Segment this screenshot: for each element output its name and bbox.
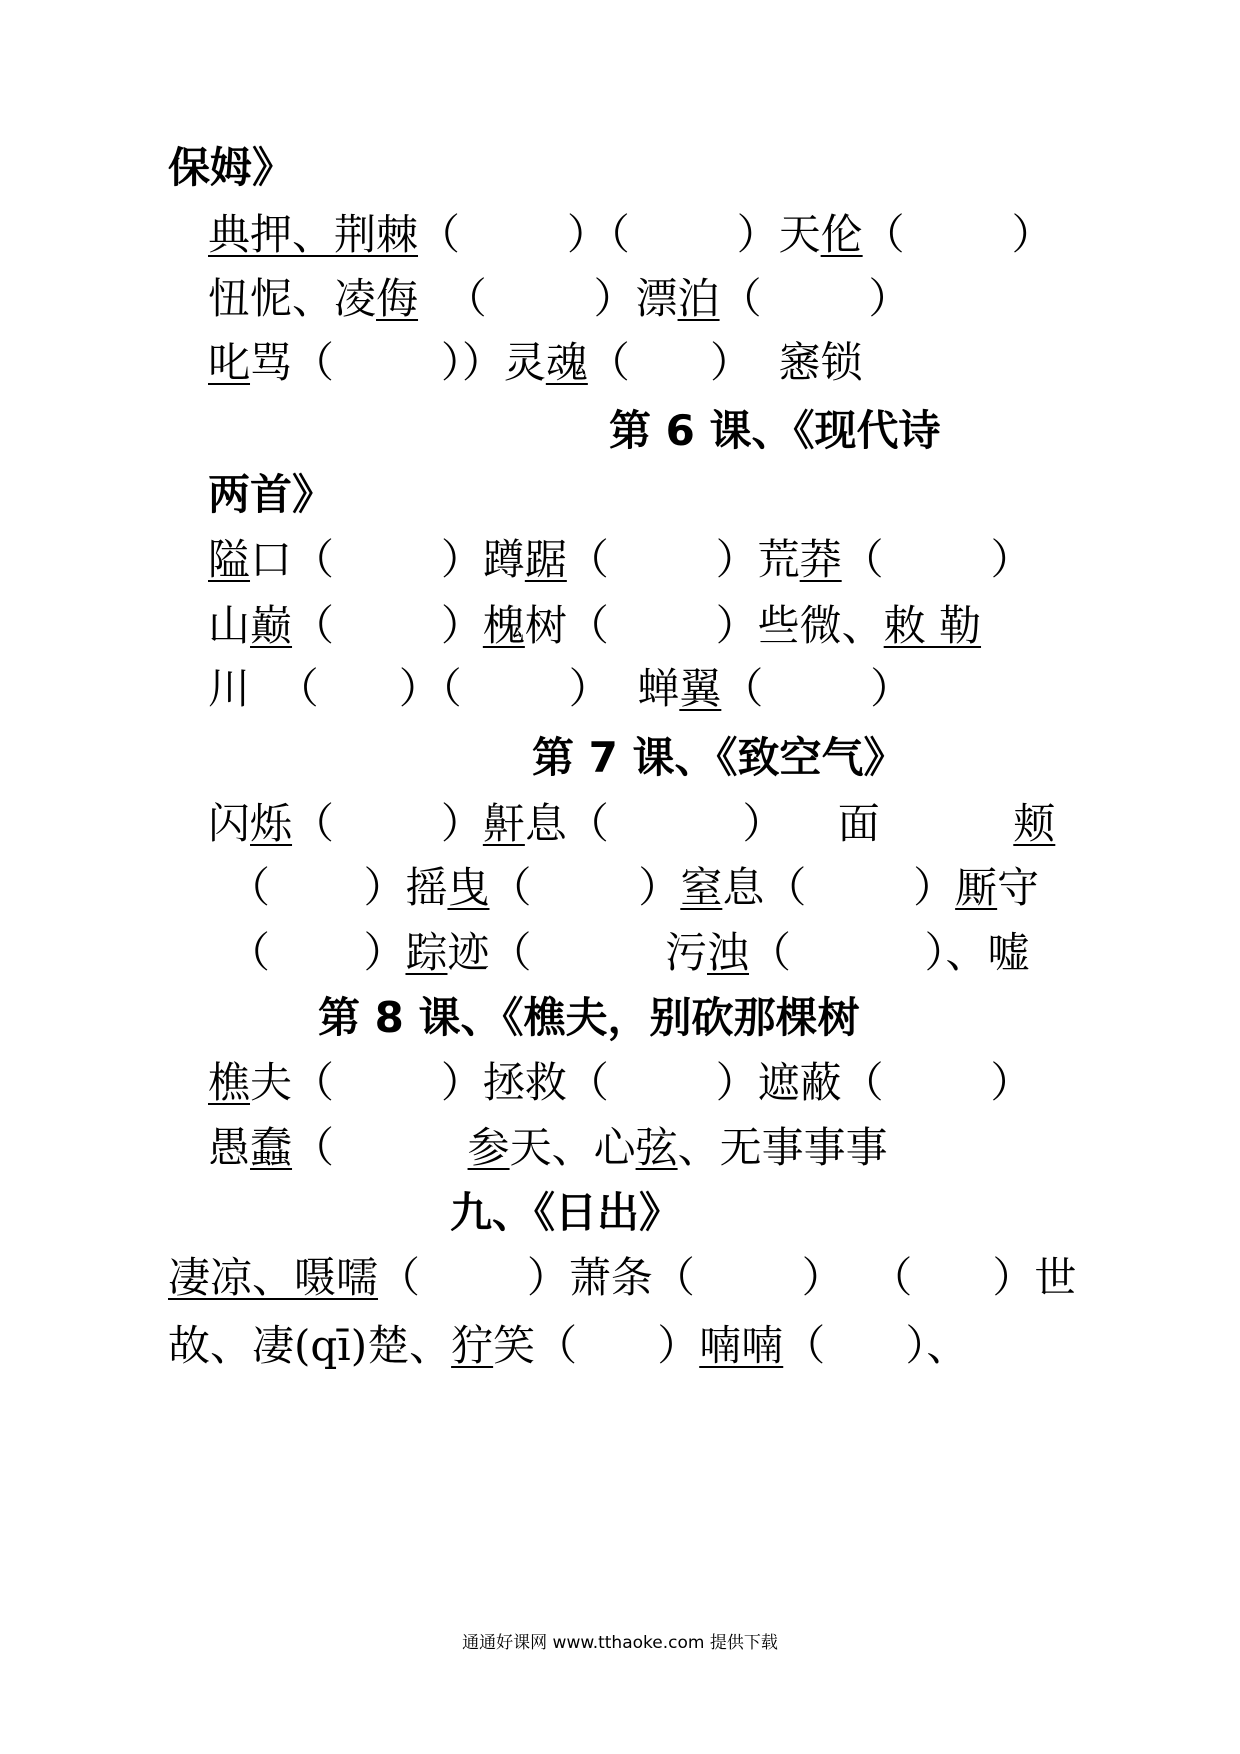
text-segment: （ ） bbox=[228, 928, 406, 977]
text-segment: （ bbox=[292, 1123, 468, 1172]
text-segment: （ ） bbox=[862, 210, 1054, 259]
underlined-word: 浊 bbox=[707, 928, 750, 977]
underlined-word: 伦 bbox=[820, 210, 863, 259]
text-segment: （ ） bbox=[292, 601, 483, 650]
underlined-word: 典押、荆棘 bbox=[208, 210, 419, 259]
vocab-line bbox=[208, 335, 863, 391]
text-segment: 山 bbox=[208, 601, 251, 650]
underlined-word: 颊 bbox=[1013, 799, 1056, 848]
vocab-line bbox=[208, 1055, 1032, 1111]
underlined-word: 参 bbox=[467, 1123, 510, 1172]
underlined-word: 踞 bbox=[524, 535, 567, 584]
text-segment: 息（ ） 面 bbox=[524, 799, 1014, 848]
text-segment: 两首》 bbox=[208, 470, 335, 519]
text-segment: 第 7 课、《致空气》 bbox=[532, 733, 906, 782]
text-segment: 保姆》 bbox=[168, 143, 295, 192]
underlined-word: 樵 bbox=[208, 1058, 251, 1107]
text-segment: （ ）荒 bbox=[566, 535, 800, 584]
text-segment: 息（ ） bbox=[722, 863, 956, 912]
lesson8-heading bbox=[318, 990, 859, 1046]
text-segment: 川 （ ）（ ） 蝉 bbox=[208, 664, 680, 713]
vocab-line bbox=[168, 1250, 1076, 1306]
underlined-word: 狞 bbox=[451, 1321, 494, 1370]
text-segment: （ ）萧条（ ） （ ）世 bbox=[378, 1253, 1077, 1302]
underlined-word: 窒 bbox=[680, 863, 723, 912]
underlined-word: 隘 bbox=[208, 535, 251, 584]
underlined-word: 巅 bbox=[250, 601, 293, 650]
text-segment: （ ）摇 bbox=[228, 863, 448, 912]
underlined-word: 叱 bbox=[208, 338, 251, 387]
underlined-word: 厮 bbox=[955, 863, 998, 912]
text-segment: 第 6 课、《现代诗 bbox=[609, 406, 941, 455]
lesson6-heading-tail bbox=[208, 467, 334, 523]
text-segment: 忸怩、凌 bbox=[208, 274, 377, 323]
lesson7-heading bbox=[532, 730, 905, 786]
text-segment: 树（ ）些微、 bbox=[524, 601, 884, 650]
text-segment: 迹（ 污 bbox=[447, 928, 707, 977]
footer-credit: 通通好课网 www.tthaoke.com 提供下载 bbox=[462, 1633, 778, 1653]
text-segment: 愚 bbox=[208, 1123, 251, 1172]
underlined-word: 踪 bbox=[405, 928, 448, 977]
vocab-line bbox=[208, 207, 1053, 263]
vocab-line bbox=[208, 661, 912, 717]
text-segment: 第 8 课、《樵夫，别砍那棵树 bbox=[318, 993, 860, 1042]
text-segment: 、无事事事 bbox=[677, 1123, 888, 1172]
underlined-word: 凄凉、嗫嚅 bbox=[168, 1253, 379, 1302]
text-segment: （ ）、 bbox=[783, 1321, 969, 1370]
text-segment: （ ） bbox=[841, 535, 1033, 584]
underlined-word: 鼾 bbox=[482, 799, 525, 848]
lesson6-heading bbox=[609, 403, 940, 459]
underlined-word: 蠢 bbox=[250, 1123, 293, 1172]
text-segment: 天、心 bbox=[509, 1123, 636, 1172]
text-segment: 骂（ ））灵 bbox=[250, 338, 546, 387]
underlined-word: 曳 bbox=[447, 863, 490, 912]
text-segment: （ ） bbox=[292, 799, 483, 848]
text-segment: （ ）、嘘 bbox=[749, 928, 1030, 977]
vocab-line bbox=[208, 796, 1055, 852]
text-segment: 口（ ）蹲 bbox=[250, 535, 525, 584]
lesson9-heading bbox=[450, 1185, 681, 1241]
underlined-word: 莽 bbox=[799, 535, 842, 584]
vocab-line bbox=[168, 1318, 968, 1374]
text-segment: （ ） bbox=[489, 863, 681, 912]
text-segment: （ ） bbox=[721, 664, 913, 713]
underlined-word: 烁 bbox=[250, 799, 293, 848]
vocab-line bbox=[208, 598, 981, 654]
underlined-word: 弦 bbox=[635, 1123, 678, 1172]
lesson5-title-tail bbox=[168, 140, 294, 196]
text-segment: 笑（ ） bbox=[493, 1321, 700, 1370]
text-segment: 守 bbox=[997, 863, 1040, 912]
text-segment: 故、凄(qī)楚、 bbox=[168, 1321, 452, 1370]
text-segment: （ ） bbox=[719, 274, 911, 323]
text-segment: 夫（ ）拯救（ ）遮蔽（ ） bbox=[250, 1058, 1033, 1107]
text-segment: 闪 bbox=[208, 799, 251, 848]
vocab-line bbox=[208, 1120, 888, 1176]
text-segment: （ ）漂 bbox=[418, 274, 678, 323]
underlined-word: 槐 bbox=[482, 601, 525, 650]
underlined-word: 翼 bbox=[679, 664, 722, 713]
underlined-word: 侮 bbox=[376, 274, 419, 323]
underlined-word: 喃喃 bbox=[699, 1321, 784, 1370]
text-segment: （ ）（ ）天 bbox=[418, 210, 821, 259]
underlined-word: 泊 bbox=[677, 274, 720, 323]
underlined-word: 敕 勒 bbox=[883, 601, 982, 650]
vocab-line bbox=[208, 532, 1032, 588]
vocab-line bbox=[208, 271, 910, 327]
text-segment: （ ） 窸锁 bbox=[587, 338, 863, 387]
underlined-word: 魂 bbox=[545, 338, 588, 387]
vocab-line bbox=[228, 860, 1039, 916]
vocab-line bbox=[228, 925, 1030, 981]
text-segment: 九、《日出》 bbox=[450, 1188, 682, 1237]
